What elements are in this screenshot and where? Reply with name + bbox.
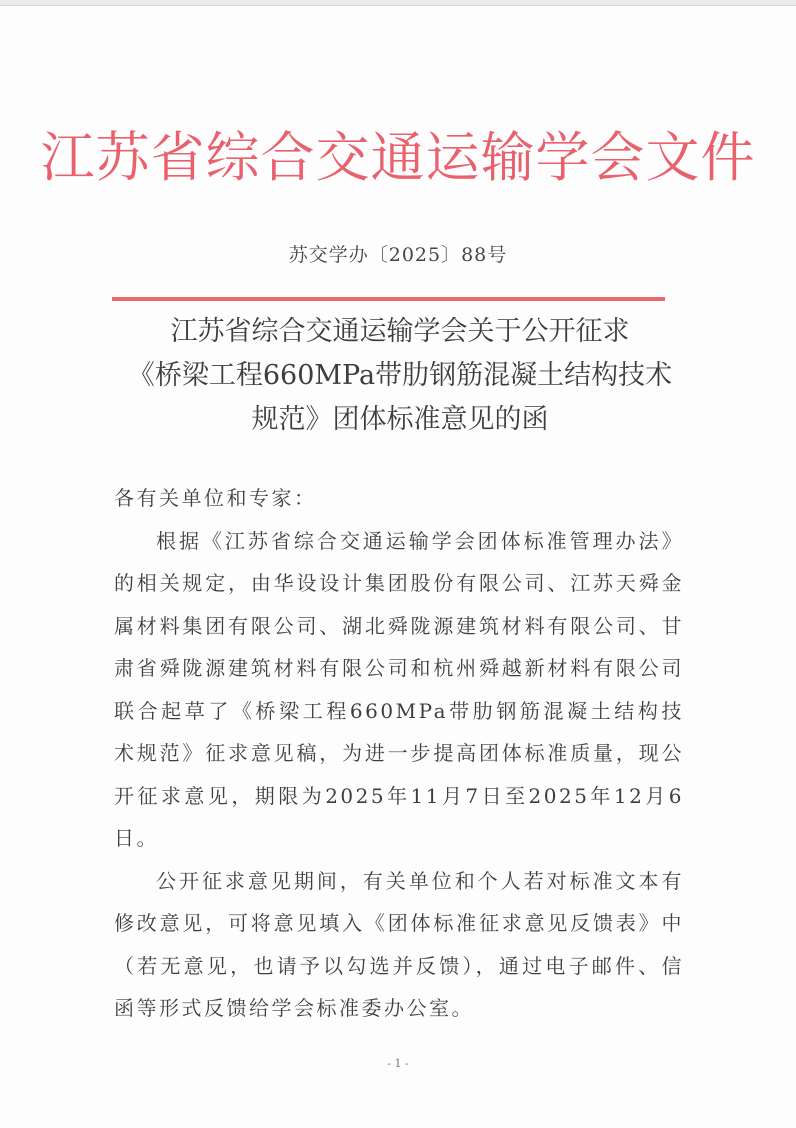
page-number: - 1 - bbox=[387, 1057, 409, 1070]
salutation: 各有关单位和专家： bbox=[114, 486, 317, 510]
red-divider-rule bbox=[112, 297, 665, 301]
document-masthead: 江苏省综合交通运输学会文件 bbox=[40, 126, 756, 189]
body-paragraph-1: 根据《江苏省综合交通运输学会团体标准管理办法》的相关规定，由华设设计集团股份有限公司、江苏天舜金属材料集团有限公司、湖北舜陇源建筑材料有限公司、甘肃省舜陇源建筑材料有限公司和杭州舜越新材料有限公司联合起草了《桥梁工程660MPa带肋钢筋混凝土结构技术规范》征求意见稿，为进一步提高团体标准质量，现公开征求意见，期限为2025年11月7日至2025年12月6日。 bbox=[114, 528, 684, 850]
title-line-3: 规范》团体标准意见的函 bbox=[251, 404, 549, 435]
title-line-2: 《桥梁工程660MPa带肋钢筋混凝土结构技术 bbox=[127, 360, 673, 391]
document-number: 苏交学办〔2025〕88号 bbox=[288, 244, 508, 266]
title-line-1: 江苏省综合交通运输学会关于公开征求 bbox=[170, 316, 630, 347]
document-body bbox=[114, 477, 684, 1030]
document-title bbox=[100, 310, 700, 442]
page-top-edge bbox=[0, 0, 796, 6]
body-paragraph-2: 公开征求意见期间，有关单位和个人若对标准文本有修改意见，可将意见填入《团体标准征求意见反馈表》中（若无意见，也请予以勾选并反馈），通过电子邮件、信函等形式反馈给学会标准委办公室。 bbox=[114, 868, 684, 1020]
